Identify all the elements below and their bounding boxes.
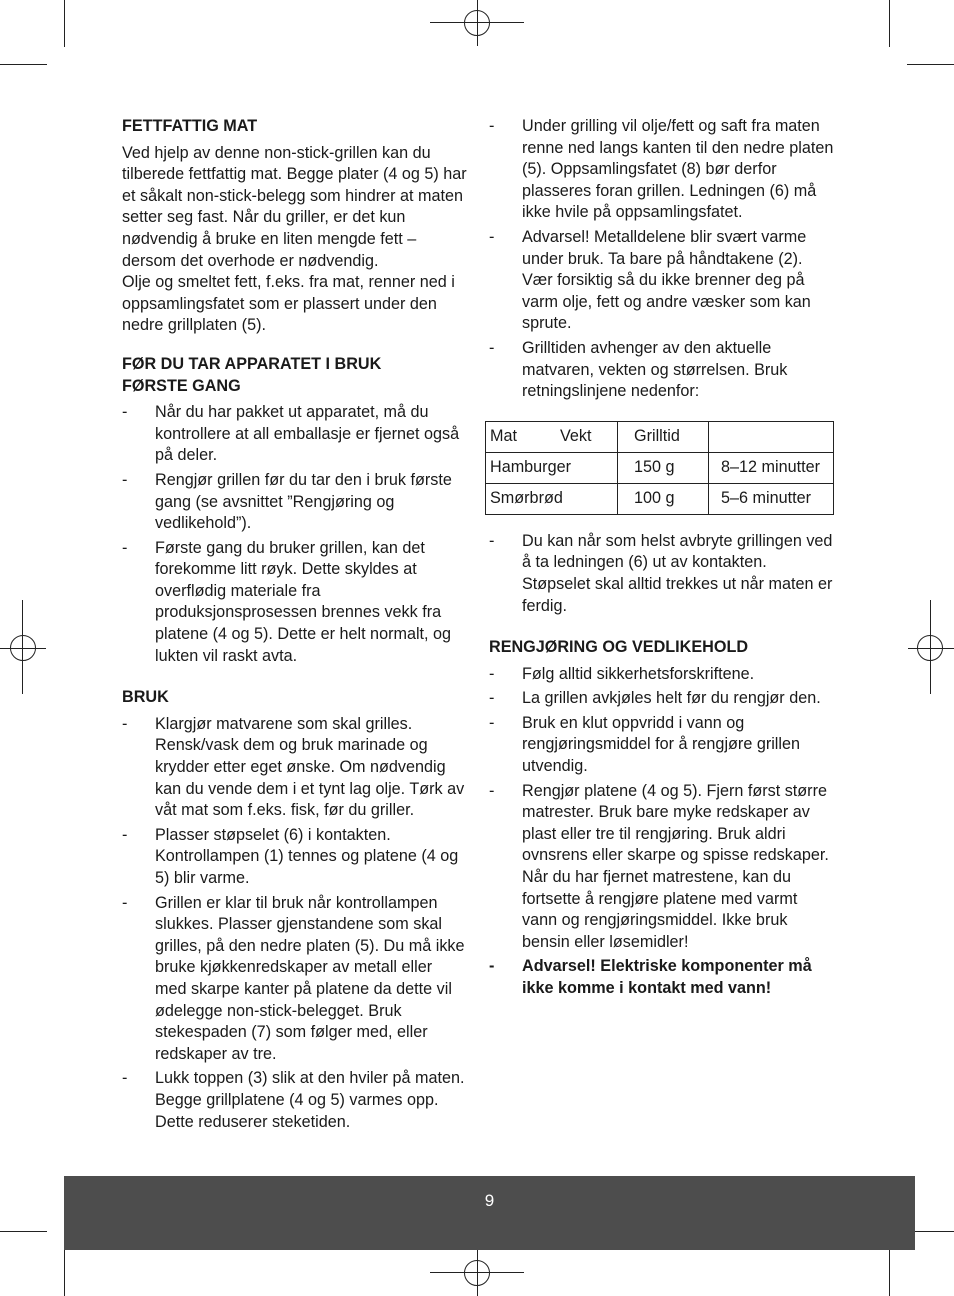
column-header-grill-time: Grilltid	[618, 421, 709, 452]
registration-mark-icon	[10, 635, 36, 661]
crop-mark	[0, 1231, 47, 1232]
list-item: - Du kan når som helst avbryte grillingen ved å ta ledningen (6) ut av kontakten. Støpselet skal alltid trekkes ut når maten er ferdig.	[489, 531, 833, 615]
list-item: - Når du har pakket ut apparatet, må du kontrollere at all emballasje er fjernet også på deler.	[122, 403, 460, 465]
list-item: - Grilltiden avhenger av den aktuelle matvaren, vekten og størrelsen. Bruk retningslinjene nedenfor:	[489, 338, 788, 401]
list-item: - La grillen avkjøles helt før du rengjør den.	[489, 689, 821, 708]
crop-mark	[889, 0, 890, 47]
cell-time: 5–6 minutter	[709, 483, 834, 514]
table-row	[486, 452, 834, 483]
list-item: - Under grilling vil olje/fett og saft fra maten renne ned langs kanten til den nedre platen (5). Oppsamlingsfatet (8) bør derfor plasseres foran grillen. Ledningen (6) må ikke hvile på oppsamlingsfatet.	[489, 117, 834, 222]
registration-mark-icon	[464, 10, 490, 36]
list-item: - Rengjør grillen før du tar den i bruk første gang (se avsnittet ”Rengjøring og vedlikehold”).	[122, 470, 452, 533]
table-header-row	[486, 421, 834, 452]
list-item: - Første gang du bruker grillen, kan det forekomme litt røyk. Dette skyldes at overflødig materiale fra produksjonsprosessen brennes vekk fra platene (4 og 5). Dette er helt normalt, og lukten vil raskt avta.	[122, 538, 452, 665]
crop-mark	[907, 64, 954, 65]
section-title-cleaning: RENGJØRING OG VEDLIKEHOLD	[489, 638, 749, 657]
grill-time-table	[485, 421, 834, 515]
usage-list-continued	[489, 116, 835, 403]
page-number: 9	[484, 1191, 495, 1210]
crop-mark	[889, 1250, 890, 1296]
column-header-food: Mat	[490, 426, 517, 445]
cell-food: Hamburger	[486, 452, 618, 483]
list-item: - Advarsel! Metalldelene blir svært varme under bruk. Ta bare på håndtakene (2). Vær forsiktig så du ikke brenner deg på varm olje, fett og andre væsker som kan sprute.	[489, 227, 811, 333]
table-row	[486, 483, 834, 514]
list-item: - Grillen er klar til bruk når kontrollampen slukkes. Plasser gjenstandene som skal grilles, på den nedre platen (5). Du må ikke bruke kjøkkenredskaper av metall eller med skarpe kanter på platene da dette vil ødelegge non-stick-belegget. Bruk stekespaden (7) som følger med, eller redskaper av tre.	[122, 893, 465, 1063]
paragraph: Ved hjelp av denne non-stick-grillen kan du tilberede fettfattig mat. Begge plater (4 og 5) har et såkalt non-stick-belegg som hindrer at maten setter seg fast. Når du griller, er det kun nødvendig å bruke en liten mengde fett – dersom det overhode er nødvendig.	[122, 143, 467, 270]
cell-weight: 100 g	[618, 483, 709, 514]
warning-item: - Advarsel! Elektriske komponenter må ikke komme i kontakt med vann!	[489, 957, 812, 997]
section-title-low-fat: FETTFATTIG MAT	[122, 117, 258, 135]
section-title-first-use: FØR DU TAR APPARATET I BRUK	[122, 354, 382, 373]
crop-mark	[64, 1250, 65, 1296]
list-item: - Følg alltid sikkerhetsforskriftene.	[489, 664, 755, 683]
column-header-weight: Vekt	[560, 426, 592, 445]
right-column	[489, 116, 835, 1003]
list-item: - Plasser støpselet (6) i kontakten. Kontrollampen (1) tennes og platene (4 og 5) blir varme.	[122, 825, 459, 887]
cell-time: 8–12 minutter	[709, 452, 834, 483]
cleaning-list	[489, 664, 835, 1000]
list-item: - Klargjør matvarene som skal grilles. Rensk/vask dem og bruk marinade og krydder etter eget ønske. Om nødvendig kan du vende dem i et tynt lag olje. Tørk av våt mat som f.eks. fisk, før du griller.	[122, 714, 465, 820]
registration-mark-icon	[464, 1260, 490, 1286]
paragraph: Olje og smeltet fett, f.eks. fra mat, renner ned i oppsamlingsfatet som er plassert under den nedre grillplaten (5).	[122, 273, 455, 335]
first-use-list	[122, 402, 467, 667]
list-item: - Rengjør platene (4 og 5). Fjern først større matrester. Bruk bare myke redskaper av plast eller tre til rengjøring. Bruk aldri ovnsrens eller skarpe og spisse redskaper. Når du har fjernet matrestene, kan du fortsette å rengjøre platene med varmt vann og rengjøringsmiddel. Ikke bruk bensin eller løsemidler!	[489, 781, 829, 951]
after-table-list	[489, 531, 835, 617]
left-column	[122, 116, 467, 1136]
list-item: - Bruk en klut oppvridd i vann og rengjøringsmiddel for å rengjøre grillen utvendig.	[489, 713, 801, 776]
crop-mark	[0, 64, 47, 65]
section-title-first-use-line2: FØRSTE GANG	[122, 376, 241, 395]
usage-list	[122, 714, 467, 1133]
section-title-usage: BRUK	[122, 688, 169, 707]
page-footer	[64, 1176, 915, 1250]
cell-weight: 150 g	[618, 452, 709, 483]
list-item: - Lukk toppen (3) slik at den hviler på maten. Begge grillplatene (4 og 5) varmes opp. Dette reduserer steketiden.	[122, 1069, 465, 1131]
crop-mark	[64, 0, 65, 47]
cell-food: Smørbrød	[486, 483, 618, 514]
registration-mark-icon	[917, 635, 943, 661]
